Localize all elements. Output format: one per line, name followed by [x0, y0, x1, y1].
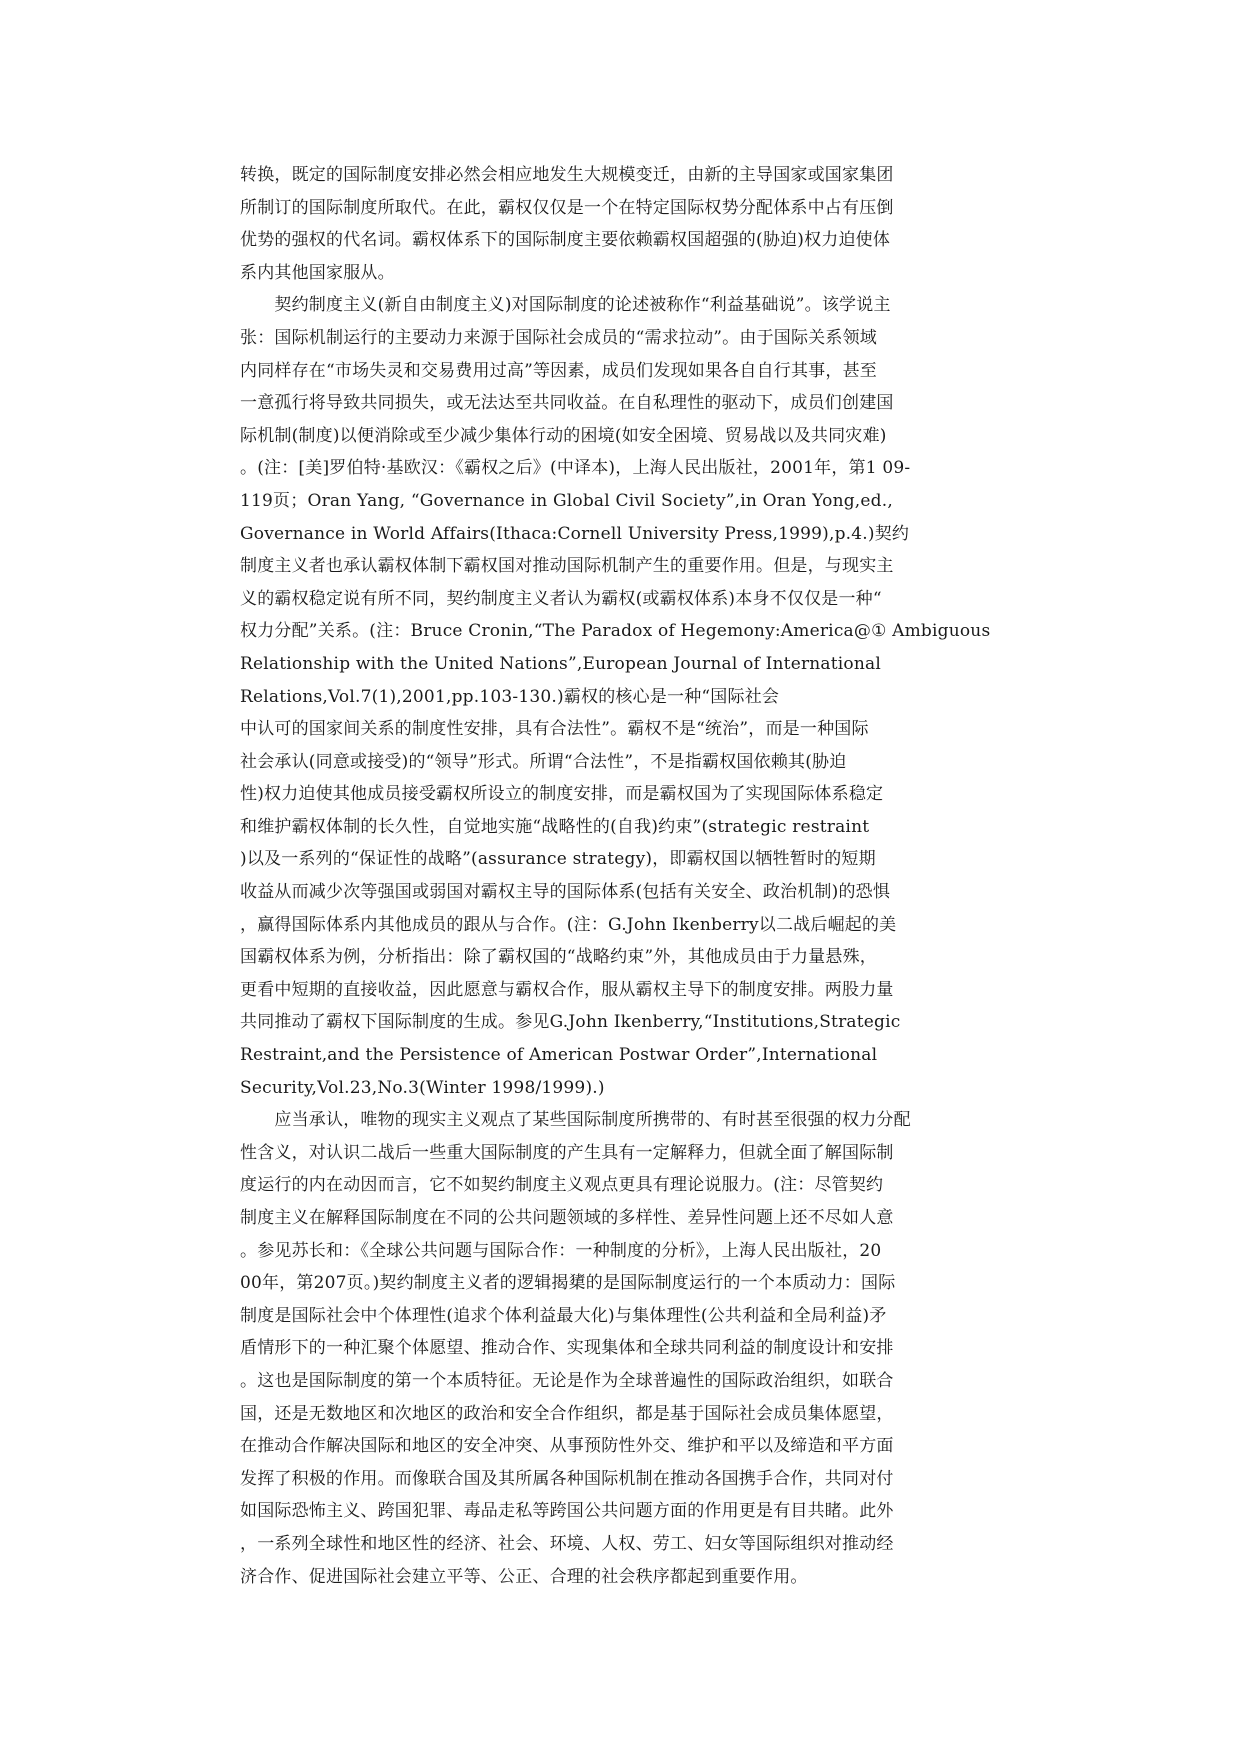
- text-line: 制度主义者也承认霸权体制下霸权国对推动国际机制产生的重要作用。但是，与现实主: [240, 556, 894, 577]
- text-line: 权力分配”关系。(注：Bruce Cronin,“The Paradox of Hegemony:America@① Ambiguous: [240, 621, 991, 642]
- text-line: Restraint,and the Persistence of American Postwar Order”,International: [240, 1045, 878, 1066]
- text-line: 优势的强权的代名词。霸权体系下的国际制度主要依赖霸权国超强的(胁迫)权力迫使体: [240, 230, 891, 251]
- text-line: 度运行的内在动因而言，它不如契约制度主义观点更具有理论说服力。(注：尽管契约: [240, 1175, 884, 1196]
- text-line: 转换，既定的国际制度安排必然会相应地发生大规模变迁，由新的主导国家或国家集团: [240, 165, 894, 185]
- text-line: 系内其他国家服从。: [240, 262, 395, 283]
- text-line: 共同推动了霸权下国际制度的生成。参见G.John Ikenberry,“Institutions,Strategic: [240, 1012, 901, 1033]
- text-line: 义的霸权稳定说有所不同，契约制度主义者认为霸权(或霸权体系)本身不仅仅是一种“: [240, 588, 882, 609]
- text-line: Governance in World Affairs(Ithaca:Cornell University Press,1999),p.4.)契约: [240, 523, 910, 544]
- text-line: 盾情形下的一种汇聚个体愿望、推动合作、实现集体和全球共同利益的制度设计和安排: [240, 1338, 894, 1359]
- text-line: 。(注：[美]罗伯特·基欧汉：《霸权之后》(中译本)，上海人民出版社，2001年，第1 09-: [240, 458, 911, 479]
- text-line: 国霸权体系为例，分析指出：除了霸权国的“战略约束”外，其他成员由于力量悬殊，: [240, 947, 877, 968]
- text-line: Relationship with the United Nations”,European Journal of International: [240, 653, 881, 674]
- text-line: 制度主义在解释国际制度在不同的公共问题领域的多样性、差异性问题上还不尽如人意: [240, 1208, 894, 1228]
- text-line: 所制订的国际制度所取代。在此，霸权仅仅是一个在特定国际权势分配体系中占有压倒: [240, 197, 894, 218]
- text-line: 张：国际机制运行的主要动力来源于国际社会成员的“需求拉动”。由于国际关系领域: [240, 327, 877, 348]
- text-line: 济合作、促进国际社会建立平等、公正、合理的社会秩序都起到重要作用。: [240, 1566, 808, 1587]
- text-line: 性含义，对认识二战后一些重大国际制度的产生具有一定解释力，但就全面了解国际制: [240, 1142, 894, 1163]
- body-text: [240, 159, 1000, 1593]
- text-line: 一意孤行将导致共同损失，或无法达至共同收益。在自私理性的驱动下，成员们创建国: [240, 393, 894, 414]
- text-line: Security,Vol.23,No.3(Winter 1998/1999).): [240, 1077, 605, 1098]
- text-line: 和维护霸权体制的长久性，自觉地实施“战略性的(自我)约束”(strategic restraint: [240, 816, 870, 837]
- text-line: 如国际恐怖主义、跨国犯罪、毒品走私等跨国公共问题方面的作用更是有目共睹。此外: [240, 1501, 894, 1522]
- text-line: 发挥了积极的作用。而像联合国及其所属各种国际机制在推动各国携手合作，共同对付: [240, 1468, 894, 1489]
- text-line: 。参见苏长和：《全球公共问题与国际合作：一种制度的分析》，上海人民出版社，20: [240, 1240, 882, 1261]
- text-line: 契约制度主义(新自由制度主义)对国际制度的论述被称作“利益基础说”。该学说主: [240, 295, 891, 316]
- text-line: Relations,Vol.7(1),2001,pp.103-130.)霸权的核心是一种“国际社会: [240, 686, 780, 707]
- text-line: 际机制(制度)以便消除或至少减少集体行动的困境(如安全困境、贸易战以及共同灾难): [240, 425, 887, 446]
- text-line: 社会承认(同意或接受)的“领导”形式。所谓“合法性”，不是指霸权国依赖其(胁迫: [240, 751, 847, 772]
- text-line: ，一系列全球性和地区性的经济、社会、环境、人权、劳工、妇女等国际组织对推动经: [240, 1533, 894, 1554]
- text-line: 收益从而减少次等强国或弱国对霸权主导的国际体系(包括有关安全、政治机制)的恐惧: [240, 882, 891, 903]
- text-line: 国，还是无数地区和次地区的政治和安全合作组织，都是基于国际社会成员集体愿望，: [240, 1403, 894, 1424]
- text-line: 119页；Oran Yang, “Governance in Global Civil Society”,in Oran Yong,ed.,: [240, 490, 893, 511]
- text-line: 内同样存在“市场失灵和交易费用过高”等因素，成员们发现如果各自自行其事，甚至: [240, 360, 877, 381]
- text-line: 。这也是国际制度的第一个本质特征。无论是作为全球普遍性的国际政治组织，如联合: [240, 1370, 894, 1391]
- text-line: 制度是国际社会中个体理性(追求个体利益最大化)与集体理性(公共利益和全局利益)矛: [240, 1305, 887, 1326]
- text-line: 中认可的国家间关系的制度性安排，具有合法性”。霸权不是“统治”，而是一种国际: [240, 719, 869, 740]
- text-line: 更看中短期的直接收益，因此愿意与霸权合作，服从霸权主导下的制度安排。两股力量: [240, 979, 894, 1000]
- text-line: )以及一系列的“保证性的战略”(assurance strategy)，即霸权国以牺牲暂时的短期: [240, 849, 876, 870]
- text-line: 应当承认，唯物的现实主义观点了某些国际制度所携带的、有时甚至很强的权力分配: [240, 1110, 911, 1131]
- text-line: 性)权力迫使其他成员接受霸权所设立的制度安排，而是霸权国为了实现国际体系稳定: [240, 784, 884, 805]
- text-line: 00年，第207页。)契约制度主义者的逻辑揭橥的是国际制度运行的一个本质动力：国际: [240, 1273, 896, 1294]
- text-line: 在推动合作解决国际和地区的安全冲突、从事预防性外交、维护和平以及缔造和平方面: [240, 1436, 894, 1457]
- text-line: ，赢得国际体系内其他成员的跟从与合作。(注：G.John Ikenberry以二战后崛起的美: [240, 914, 897, 935]
